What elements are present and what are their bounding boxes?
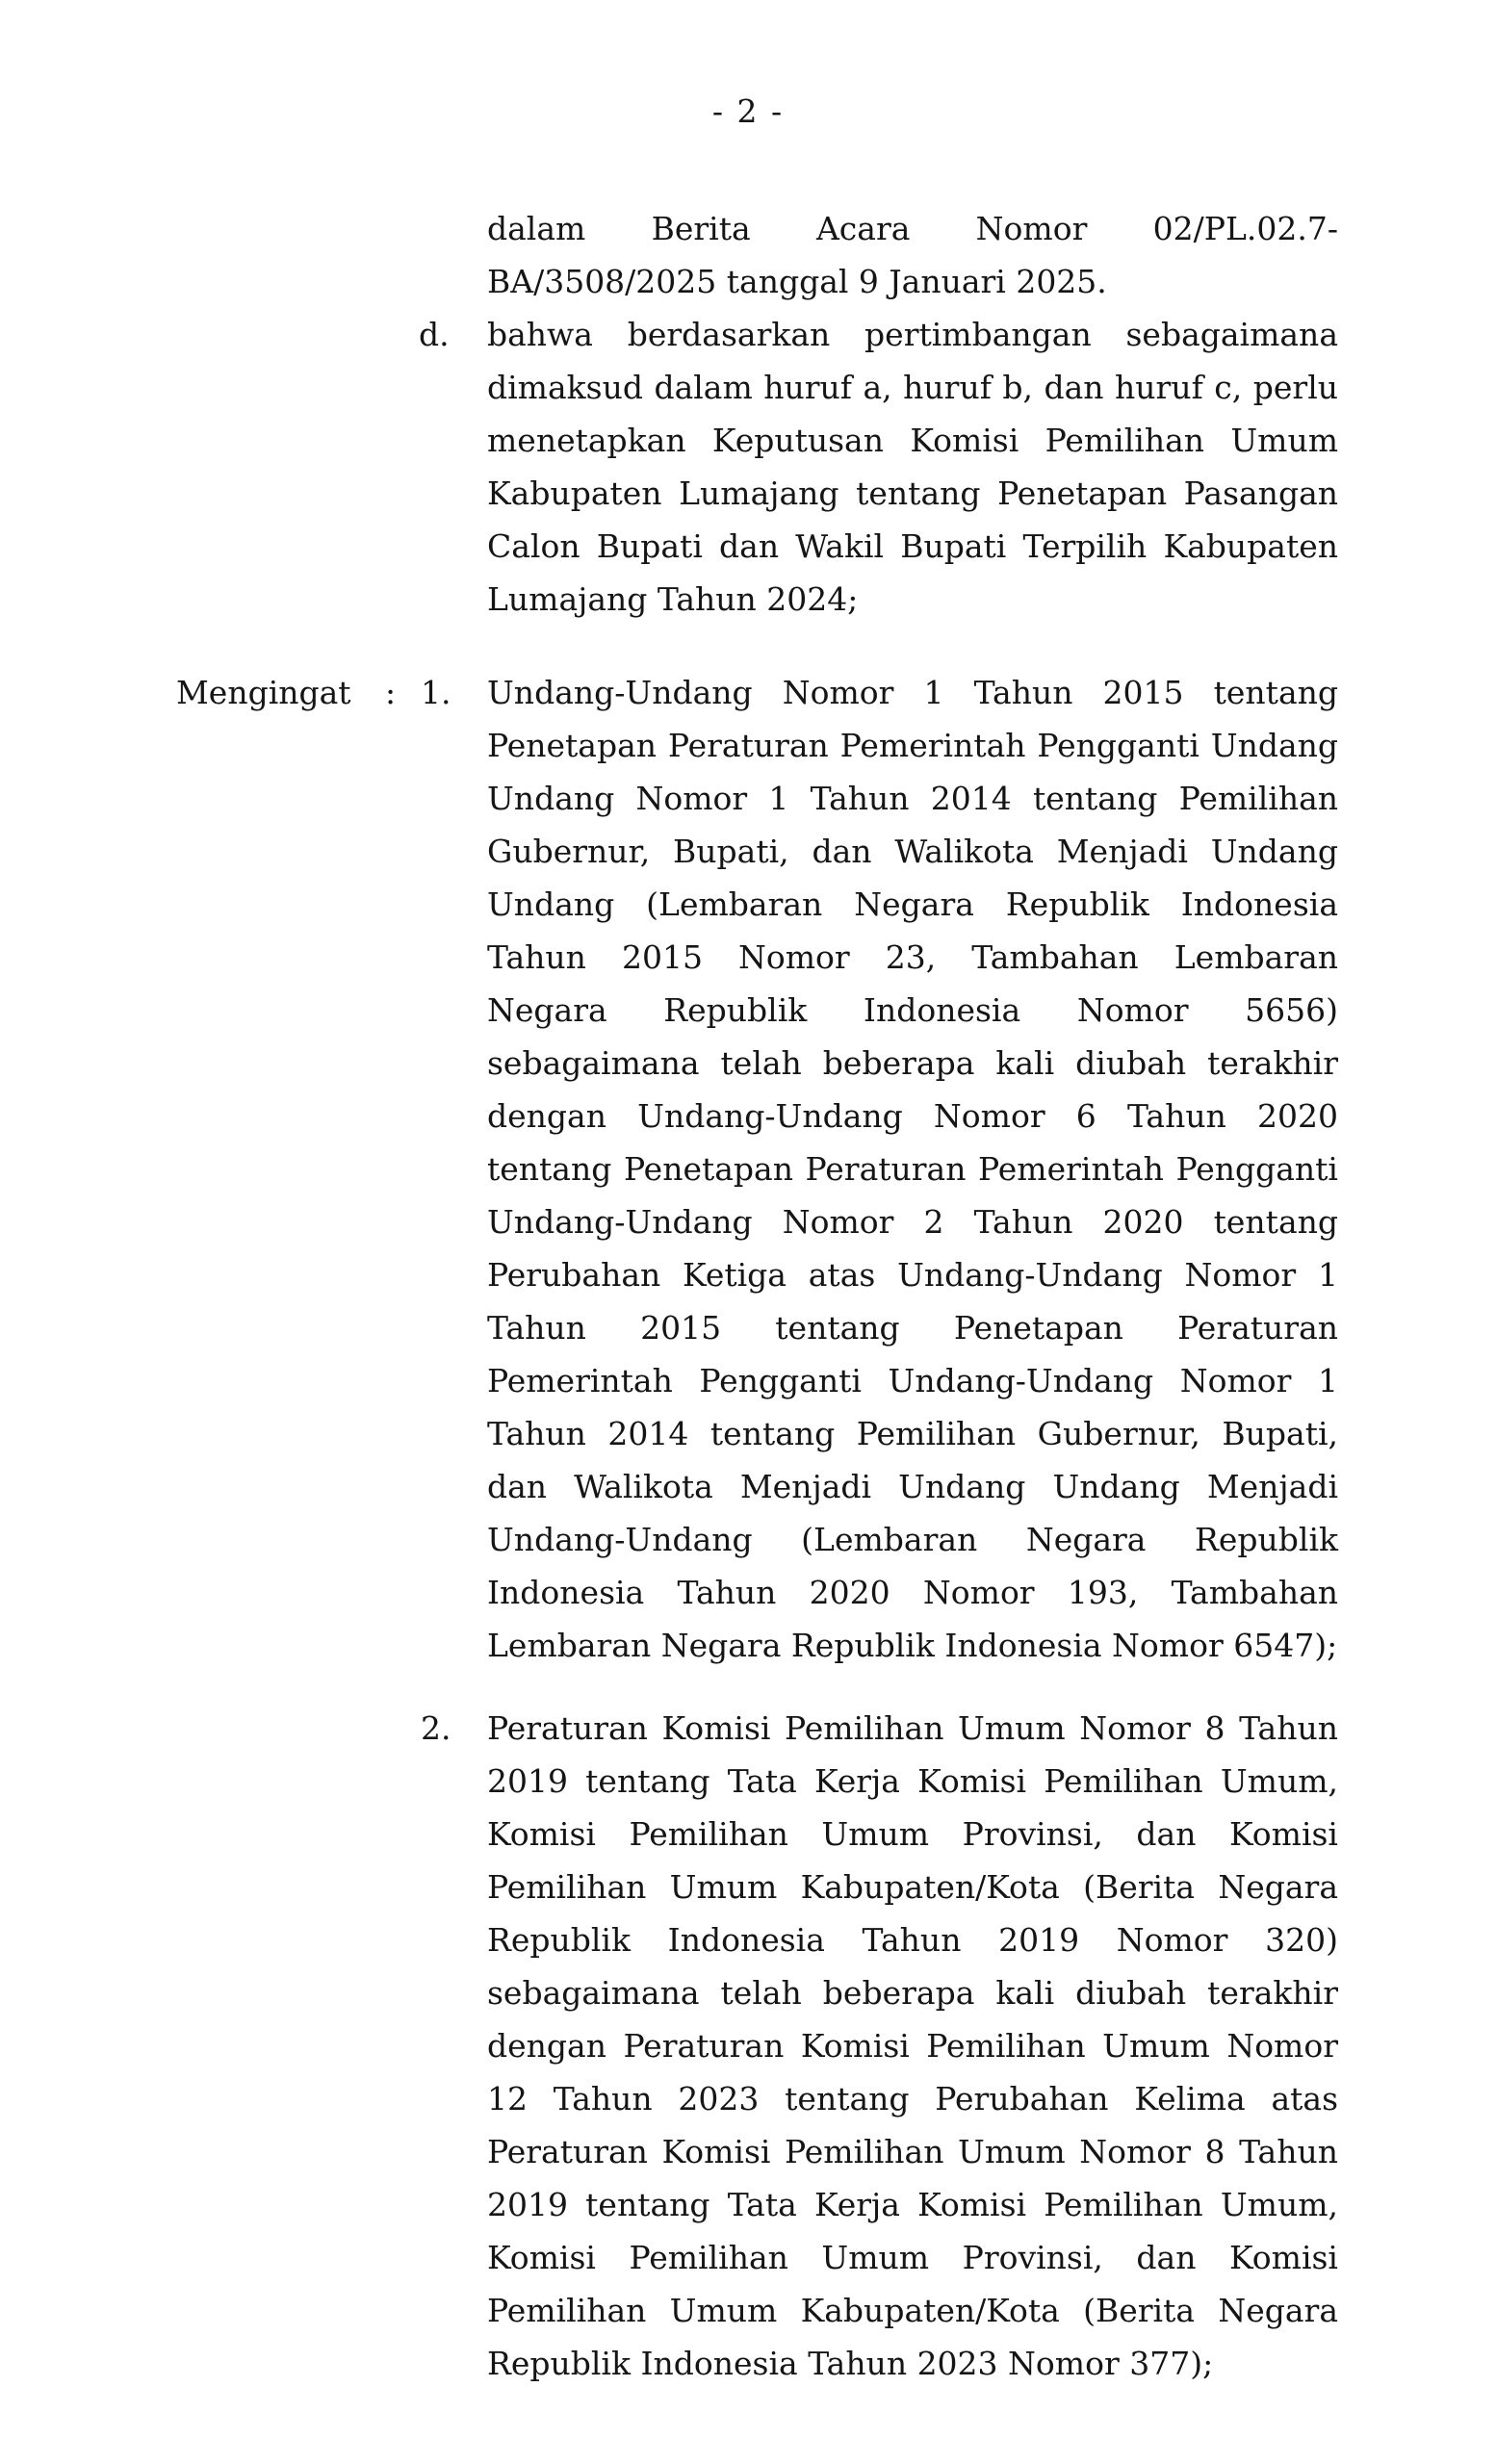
list-item-number: 2. [421, 1709, 451, 1747]
mengingat-label: Mengingat [176, 674, 351, 711]
page-number: - 2 - [711, 92, 785, 130]
mengingat-colon: : [385, 674, 397, 711]
list-item-text: Undang-Undang Nomor 1 Tahun 2015 tentang Penetapan Peraturan Pemerintah Pengganti Undang Undang Nomor 1 Tahun 2014 tentang Pemilihan Gubernur, Bupati, dan Walikota Menjadi Undang Undang (Lembaran Negara Republik Indonesia Tahun 2015 Nomor 23, Tambahan Lembaran Negara Republik Indonesia Nomor 5656) sebagaimana telah beberapa kali diubah terakhir dengan Undang-Undang Nomor 6 Tahun 2020 tentang Penetapan Peraturan Pemerintah Pengganti Undang-Undang Nomor 2 Tahun 2020 tentang Perubahan Ketiga atas Undang-Undang Nomor 1 Tahun 2015 tentang Penetapan Peraturan Pemerintah Pengganti Undang-Undang Nomor 1 Tahun 2014 tentang Pemilihan Gubernur, Bupati, dan Walikota Menjadi Undang Undang Menjadi Undang-Undang (Lembaran Negara Republik Indonesia Tahun 2020 Nomor 193, Tambahan Lembaran Negara Republik Indonesia Nomor 6547); [487, 674, 1338, 1664]
considerans-item-d [419, 308, 1496, 626]
mengingat-section-row-2 [421, 1702, 1496, 2390]
list-item-text: Peraturan Komisi Pemilihan Umum Nomor 8 Tahun 2019 tentang Tata Kerja Komisi Pemilihan Umum, Komisi Pemilihan Umum Provinsi, dan Komisi Pemilihan Umum Kabupaten/Kota (Berita Negara Republik Indonesia Tahun 2019 Nomor 320) sebagaimana telah beberapa kali diubah terakhir dengan Peraturan Komisi Pemilihan Umum Nomor 12 Tahun 2023 tentang Perubahan Kelima atas Peraturan Komisi Pemilihan Umum Nomor 8 Tahun 2019 tentang Tata Kerja Komisi Pemilihan Umum, Komisi Pemilihan Umum Provinsi, dan Komisi Pemilihan Umum Kabupaten/Kota (Berita Negara Republik Indonesia Tahun 2023 Nomor 377); [487, 1709, 1338, 2382]
mengingat-section-row-1 [176, 666, 1496, 1672]
document-content [0, 202, 1496, 2390]
list-item-text: bahwa berdasarkan pertimbangan sebagaimana dimaksud dalam huruf a, huruf b, dan huruf c, perlu menetapkan Keputusan Komisi Pemilihan Umum Kabupaten Lumajang tentang Penetapan Pasangan Calon Bupati dan Wakil Bupati Terpilih Kabupaten Lumajang Tahun 2024; [487, 316, 1338, 618]
list-item-marker: d. [419, 316, 450, 353]
continuation-paragraph: dalam Berita Acara Nomor 02/PL.02.7-BA/3508/2025 tanggal 9 Januari 2025. [487, 210, 1338, 300]
list-item-number: 1. [421, 674, 451, 711]
